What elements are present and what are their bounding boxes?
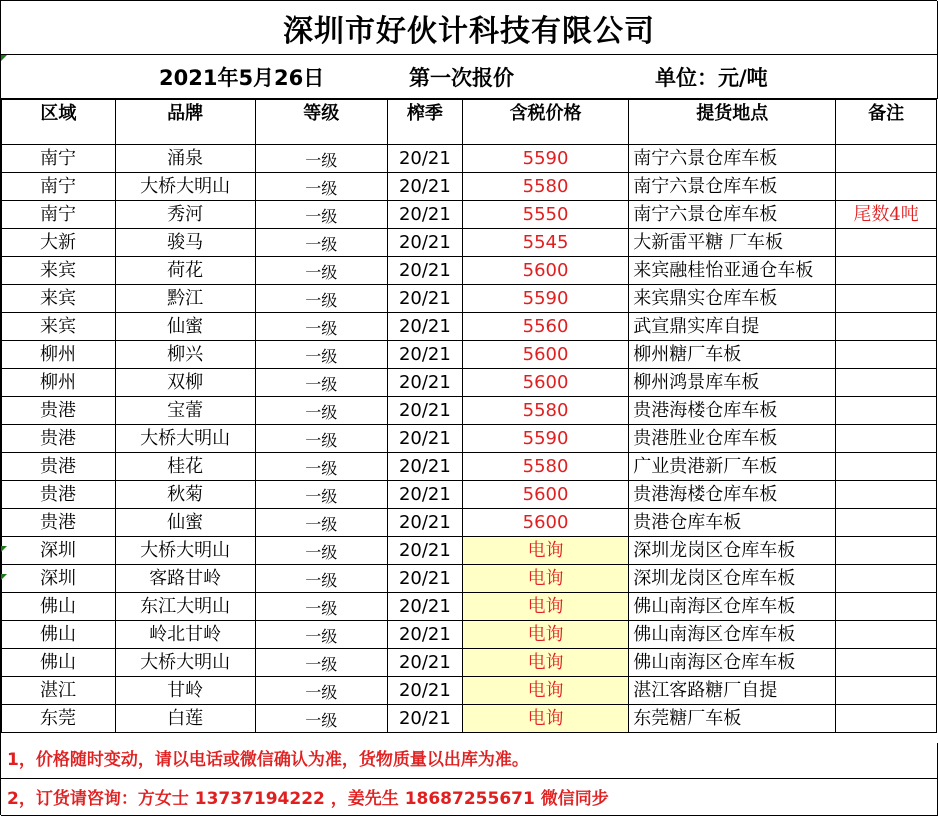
- season-cell: 20/21: [387, 677, 462, 705]
- col-header-brand: 品牌: [115, 100, 255, 145]
- col-header-location: 提货地点: [629, 100, 836, 145]
- table-row: [2, 285, 937, 313]
- location-cell: 来宾鼎实仓库车板: [629, 285, 836, 313]
- season-cell: 20/21: [387, 201, 462, 229]
- grade-label: 一级: [305, 598, 338, 618]
- brand-cell: 甘岭: [115, 677, 255, 705]
- table-row: [2, 341, 937, 369]
- location-cell: 贵港仓库车板: [629, 509, 836, 537]
- region-cell: 贵港: [2, 397, 116, 425]
- grade-cell: [255, 705, 387, 733]
- table-row: [2, 481, 937, 509]
- grade-cell: [255, 145, 387, 173]
- table-row: [2, 565, 937, 593]
- grade-label: 一级: [305, 682, 338, 702]
- table-row: [2, 453, 937, 481]
- note-cell: [836, 621, 937, 649]
- grade-label: 一级: [305, 234, 338, 254]
- season-cell: 20/21: [387, 285, 462, 313]
- price-cell: 5590: [462, 425, 628, 453]
- col-header-grade: 等级: [255, 100, 387, 145]
- table-row: [2, 145, 937, 173]
- region-cell: 深圳: [2, 565, 116, 593]
- cell-marker-icon: [1, 574, 7, 580]
- grade-cell: [255, 369, 387, 397]
- note-cell: [836, 677, 937, 705]
- location-cell: 湛江客路糖厂自提: [629, 677, 836, 705]
- note-cell: [836, 369, 937, 397]
- grade-cell: [255, 285, 387, 313]
- region-cell: 东莞: [2, 705, 116, 733]
- location-cell: 贵港海楼仓库车板: [629, 397, 836, 425]
- brand-cell: 仙蜜: [115, 313, 255, 341]
- region-cell: 贵港: [2, 453, 116, 481]
- brand-cell: 大桥大明山: [115, 425, 255, 453]
- location-cell: 深圳龙岗区仓库车板: [629, 537, 836, 565]
- region-cell: 湛江: [2, 677, 116, 705]
- region-cell: 来宾: [2, 313, 116, 341]
- region-cell: 贵港: [2, 481, 116, 509]
- grade-label: 一级: [305, 654, 338, 674]
- grade-cell: [255, 481, 387, 509]
- note-cell: [836, 229, 937, 257]
- footer-note-contact: 2，订货请咨询：方女士 13737194222 ，姜先生 18687255671 微信同步: [1, 779, 938, 816]
- grade-cell: [255, 509, 387, 537]
- season-cell: 20/21: [387, 593, 462, 621]
- table-row: [2, 537, 937, 565]
- location-cell: 佛山南海区仓库车板: [629, 593, 836, 621]
- location-cell: 武宣鼎实库自提: [629, 313, 836, 341]
- grade-cell: [255, 621, 387, 649]
- grade-label: 一级: [305, 150, 338, 170]
- location-cell: 深圳龙岗区仓库车板: [629, 565, 836, 593]
- brand-cell: 岭北甘岭: [115, 621, 255, 649]
- brand-cell: 黔江: [115, 285, 255, 313]
- region-cell: 柳州: [2, 369, 116, 397]
- grade-label: 一级: [305, 402, 338, 422]
- location-cell: 柳州糖厂车板: [629, 341, 836, 369]
- season-cell: 20/21: [387, 509, 462, 537]
- cell-marker-icon: [1, 546, 7, 552]
- season-cell: 20/21: [387, 705, 462, 733]
- region-cell: 深圳: [2, 537, 116, 565]
- brand-cell: 东江大明山: [115, 593, 255, 621]
- season-cell: 20/21: [387, 145, 462, 173]
- grade-cell: [255, 537, 387, 565]
- season-cell: 20/21: [387, 397, 462, 425]
- grade-label: 一级: [305, 542, 338, 562]
- grade-label: 一级: [305, 262, 338, 282]
- table-row: [2, 705, 937, 733]
- grade-cell: [255, 453, 387, 481]
- price-cell: 电询: [462, 565, 628, 593]
- col-header-price: 含税价格: [462, 100, 628, 145]
- grade-label: 一级: [305, 514, 338, 534]
- grade-label: 一级: [305, 206, 338, 226]
- season-cell: 20/21: [387, 369, 462, 397]
- note-cell: [836, 481, 937, 509]
- note-cell: [836, 173, 937, 201]
- quote-date: 2021年5月26日: [159, 66, 325, 90]
- table-row: [2, 201, 937, 229]
- region-cell: 来宾: [2, 257, 116, 285]
- note-cell: [836, 425, 937, 453]
- price-cell: 5590: [462, 145, 628, 173]
- location-cell: 贵港胜业仓库车板: [629, 425, 836, 453]
- note-cell: [836, 705, 937, 733]
- region-cell: 南宁: [2, 201, 116, 229]
- grade-label: 一级: [305, 626, 338, 646]
- col-header-season: 榨季: [387, 100, 462, 145]
- region-cell: 佛山: [2, 649, 116, 677]
- region-cell: 南宁: [2, 145, 116, 173]
- season-cell: 20/21: [387, 313, 462, 341]
- table-row: [2, 425, 937, 453]
- location-cell: 柳州鸿景库车板: [629, 369, 836, 397]
- location-cell: 广业贵港新厂车板: [629, 453, 836, 481]
- brand-cell: 柳兴: [115, 341, 255, 369]
- note-cell: [836, 257, 937, 285]
- note-cell: [836, 145, 937, 173]
- note-cell: [836, 397, 937, 425]
- grade-cell: [255, 201, 387, 229]
- season-cell: 20/21: [387, 341, 462, 369]
- table-row: [2, 173, 937, 201]
- region-cell: 柳州: [2, 341, 116, 369]
- grade-label: 一级: [305, 318, 338, 338]
- brand-cell: 大桥大明山: [115, 173, 255, 201]
- col-header-region: 区域: [2, 100, 116, 145]
- grade-cell: [255, 173, 387, 201]
- brand-cell: 秋菊: [115, 481, 255, 509]
- season-cell: 20/21: [387, 173, 462, 201]
- note-cell: [836, 565, 937, 593]
- price-cell: 5600: [462, 257, 628, 285]
- price-cell: 5600: [462, 341, 628, 369]
- table-row: [2, 313, 937, 341]
- price-cell: 电询: [462, 537, 628, 565]
- brand-cell: 大桥大明山: [115, 649, 255, 677]
- grade-cell: [255, 565, 387, 593]
- table-row: [2, 229, 937, 257]
- footer-note-price: 1，价格随时变动，请以电话或微信确认为准，货物质量以出库为准。: [1, 743, 938, 779]
- note-cell: [836, 313, 937, 341]
- season-cell: 20/21: [387, 481, 462, 509]
- price-unit: 单位：元/吨: [655, 66, 768, 90]
- price-cell: 5600: [462, 509, 628, 537]
- table-row: [2, 369, 937, 397]
- price-cell: 5560: [462, 313, 628, 341]
- price-cell: 电询: [462, 677, 628, 705]
- table-row: [2, 257, 937, 285]
- note-cell: [836, 453, 937, 481]
- season-cell: 20/21: [387, 229, 462, 257]
- price-cell: 5580: [462, 397, 628, 425]
- note-cell: [836, 341, 937, 369]
- note-cell: [836, 509, 937, 537]
- price-cell: 5590: [462, 285, 628, 313]
- brand-cell: 仙蜜: [115, 509, 255, 537]
- grade-label: 一级: [305, 346, 338, 366]
- price-cell: 电询: [462, 593, 628, 621]
- company-title: 深圳市好伙计科技有限公司: [1, 1, 938, 55]
- grade-label: 一级: [305, 290, 338, 310]
- grade-label: 一级: [305, 458, 338, 478]
- location-cell: 东莞糖厂车板: [629, 705, 836, 733]
- grade-cell: [255, 257, 387, 285]
- brand-cell: 荷花: [115, 257, 255, 285]
- grade-cell: [255, 593, 387, 621]
- season-cell: 20/21: [387, 565, 462, 593]
- price-cell: 5545: [462, 229, 628, 257]
- location-cell: 贵港海楼仓库车板: [629, 481, 836, 509]
- brand-cell: 大桥大明山: [115, 537, 255, 565]
- location-cell: 南宁六景仓库车板: [629, 145, 836, 173]
- quote-header: [1, 55, 938, 99]
- note-cell: [836, 649, 937, 677]
- brand-cell: 宝蕾: [115, 397, 255, 425]
- table-row: [2, 677, 937, 705]
- note-cell: [836, 593, 937, 621]
- location-cell: 南宁六景仓库车板: [629, 201, 836, 229]
- grade-label: 一级: [305, 374, 338, 394]
- price-cell: 5600: [462, 369, 628, 397]
- brand-cell: 桂花: [115, 453, 255, 481]
- region-cell: 贵港: [2, 425, 116, 453]
- grade-cell: [255, 425, 387, 453]
- season-cell: 20/21: [387, 257, 462, 285]
- table-row: [2, 649, 937, 677]
- note-cell: 尾数4吨: [836, 201, 937, 229]
- grade-cell: [255, 229, 387, 257]
- grade-label: 一级: [305, 570, 338, 590]
- price-cell: 电询: [462, 621, 628, 649]
- table-row: [2, 509, 937, 537]
- grade-label: 一级: [305, 178, 338, 198]
- table-row: [2, 621, 937, 649]
- region-cell: 佛山: [2, 621, 116, 649]
- region-cell: 大新: [2, 229, 116, 257]
- price-cell: 5600: [462, 481, 628, 509]
- col-header-note: 备注: [836, 100, 937, 145]
- brand-cell: 秀河: [115, 201, 255, 229]
- grade-cell: [255, 341, 387, 369]
- brand-cell: 白莲: [115, 705, 255, 733]
- season-cell: 20/21: [387, 425, 462, 453]
- grade-label: 一级: [305, 430, 338, 450]
- location-cell: 佛山南海区仓库车板: [629, 621, 836, 649]
- location-cell: 来宾融桂怡亚通仓车板: [629, 257, 836, 285]
- season-cell: 20/21: [387, 453, 462, 481]
- price-cell: 电询: [462, 705, 628, 733]
- region-cell: 贵港: [2, 509, 116, 537]
- season-cell: 20/21: [387, 649, 462, 677]
- table-row: [2, 593, 937, 621]
- grade-cell: [255, 313, 387, 341]
- location-cell: 大新雷平糖 厂车板: [629, 229, 836, 257]
- region-cell: 来宾: [2, 285, 116, 313]
- price-cell: 5580: [462, 173, 628, 201]
- season-cell: 20/21: [387, 537, 462, 565]
- price-table: [1, 99, 937, 733]
- note-cell: [836, 285, 937, 313]
- grade-cell: [255, 677, 387, 705]
- season-cell: 20/21: [387, 621, 462, 649]
- brand-cell: 双柳: [115, 369, 255, 397]
- price-cell: 5550: [462, 201, 628, 229]
- brand-cell: 骏马: [115, 229, 255, 257]
- region-cell: 南宁: [2, 173, 116, 201]
- grade-cell: [255, 397, 387, 425]
- grade-label: 一级: [305, 486, 338, 506]
- location-cell: 南宁六景仓库车板: [629, 173, 836, 201]
- price-cell: 电询: [462, 649, 628, 677]
- quote-round: 第一次报价: [409, 66, 514, 90]
- grade-label: 一级: [305, 710, 338, 730]
- table-header-row: [2, 100, 937, 145]
- location-cell: 佛山南海区仓库车板: [629, 649, 836, 677]
- brand-cell: 客路甘岭: [115, 565, 255, 593]
- grade-cell: [255, 649, 387, 677]
- table-row: [2, 397, 937, 425]
- price-cell: 5580: [462, 453, 628, 481]
- note-cell: [836, 537, 937, 565]
- region-cell: 佛山: [2, 593, 116, 621]
- brand-cell: 涌泉: [115, 145, 255, 173]
